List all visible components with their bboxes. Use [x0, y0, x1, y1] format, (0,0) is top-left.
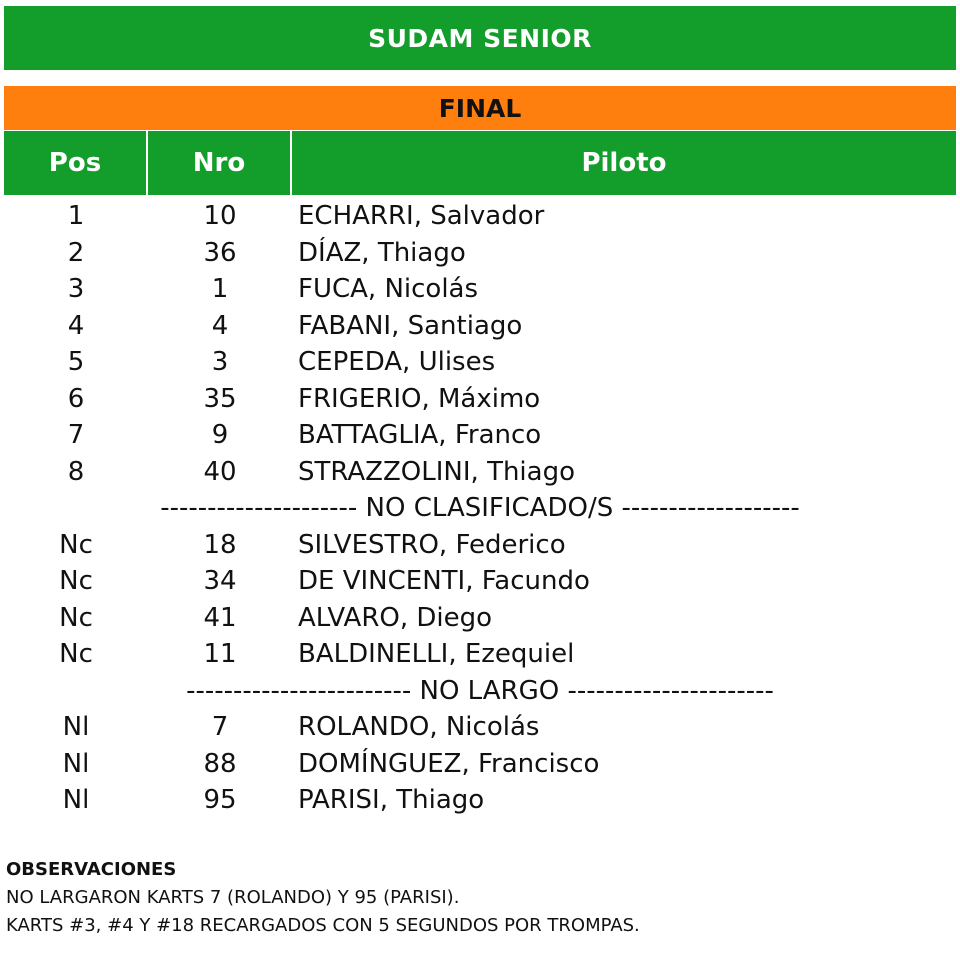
category-title: SUDAM SENIOR	[4, 6, 956, 70]
table-row	[4, 308, 956, 345]
table-row	[4, 417, 956, 454]
observations-title: OBSERVACIONES	[6, 859, 177, 880]
pos-cell: Nc	[59, 602, 93, 633]
nro-cell: 35	[203, 383, 237, 414]
driver-cell: BALDINELLI, Ezequiel	[298, 639, 575, 670]
table-row	[4, 527, 956, 564]
nro-cell: 11	[203, 639, 237, 670]
driver-cell: ALVARO, Diego	[298, 602, 493, 633]
pos-cell: 5	[67, 347, 85, 378]
driver-cell: DÍAZ, Thiago	[298, 237, 466, 268]
pos-cell: 8	[67, 456, 85, 487]
pos-cell: 1	[67, 201, 85, 232]
table-row	[4, 198, 956, 235]
driver-cell: BATTAGLIA, Franco	[298, 420, 542, 451]
results-table-header	[4, 131, 956, 195]
nro-cell: 9	[211, 420, 229, 451]
separator-not-classified: --------------------- NO CLASIFICADO/S -------------------	[160, 493, 800, 524]
driver-cell: DE VINCENTI, Facundo	[298, 566, 590, 597]
pos-cell: 3	[67, 274, 85, 305]
pos-cell: Nl	[62, 785, 90, 816]
table-row	[4, 271, 956, 308]
column-header-piloto: Piloto	[292, 131, 956, 195]
driver-cell: FRIGERIO, Máximo	[298, 383, 541, 414]
pos-cell: Nc	[59, 566, 93, 597]
nro-cell: 7	[211, 712, 229, 743]
driver-cell: FUCA, Nicolás	[298, 274, 479, 305]
nro-cell: 36	[203, 237, 237, 268]
pos-cell: Nc	[59, 529, 93, 560]
pos-cell: 6	[67, 383, 85, 414]
driver-cell: SILVESTRO, Federico	[298, 529, 566, 560]
pos-cell: 4	[67, 310, 85, 341]
table-row	[4, 636, 956, 673]
pos-cell: 7	[67, 420, 85, 451]
nro-cell: 41	[203, 602, 237, 633]
nro-cell: 88	[203, 748, 237, 779]
driver-cell: CEPEDA, Ulises	[298, 347, 496, 378]
driver-cell: DOMÍNGUEZ, Francisco	[298, 748, 600, 779]
table-row	[4, 746, 956, 783]
pos-cell: Nl	[62, 748, 90, 779]
nro-cell: 10	[203, 201, 237, 232]
nro-cell: 95	[203, 785, 237, 816]
nro-cell: 3	[211, 347, 229, 378]
driver-cell: ROLANDO, Nicolás	[298, 712, 540, 743]
nro-cell: 1	[211, 274, 229, 305]
pos-cell: Nc	[59, 639, 93, 670]
driver-cell: FABANI, Santiago	[298, 310, 523, 341]
table-row	[4, 454, 956, 491]
column-header-pos: Pos	[4, 131, 146, 195]
nro-cell: 4	[211, 310, 229, 341]
session-title: FINAL	[4, 86, 956, 130]
observation-line: NO LARGARON KARTS 7 (ROLANDO) Y 95 (PARISI).	[6, 887, 460, 908]
table-row	[4, 344, 956, 381]
table-row	[4, 782, 956, 819]
separator-did-not-start: ------------------------ NO LARGO ----------------------	[186, 675, 774, 706]
nro-cell: 40	[203, 456, 237, 487]
pos-cell: 2	[67, 237, 85, 268]
observation-line: KARTS #3, #4 Y #18 RECARGADOS CON 5 SEGUNDOS POR TROMPAS.	[6, 915, 640, 936]
table-row	[4, 709, 956, 746]
table-row	[4, 381, 956, 418]
column-header-nro: Nro	[148, 131, 290, 195]
nro-cell: 34	[203, 566, 237, 597]
pos-cell: Nl	[62, 712, 90, 743]
table-row	[4, 563, 956, 600]
nro-cell: 18	[203, 529, 237, 560]
table-row	[4, 235, 956, 272]
driver-cell: PARISI, Thiago	[298, 785, 485, 816]
driver-cell: ECHARRI, Salvador	[298, 201, 545, 232]
driver-cell: STRAZZOLINI, Thiago	[298, 456, 575, 487]
results-table-body	[4, 198, 956, 819]
table-row	[4, 600, 956, 637]
observations	[6, 856, 956, 940]
